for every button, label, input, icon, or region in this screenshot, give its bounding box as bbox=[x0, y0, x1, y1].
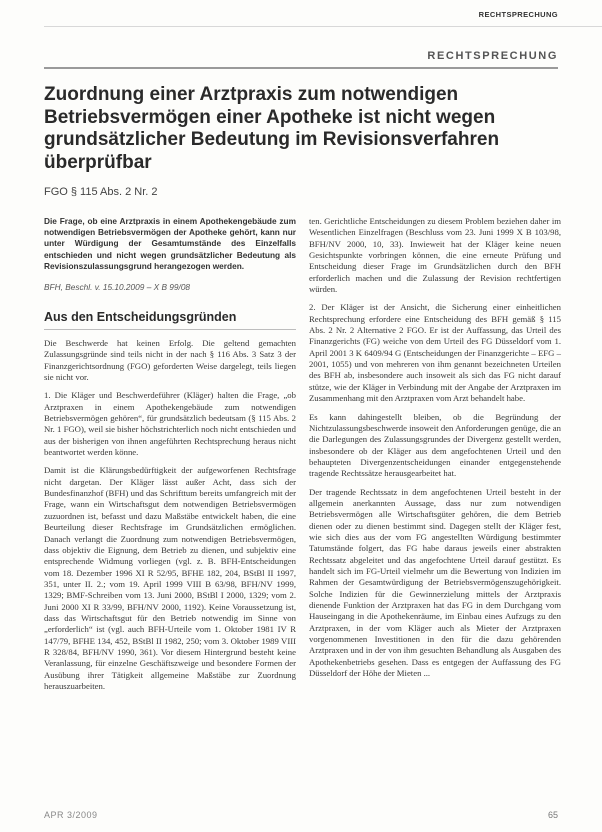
court-reference: BFH, Beschl. v. 15.10.2009 – X B 99/08 bbox=[44, 282, 191, 293]
article-title: Zuordnung einer Arztpraxis zum notwendigen Betriebsvermögen einer Apotheke ist nicht wegen grundsätzlicher Bedeutung im Revisionsverfahren überprüfbar bbox=[44, 84, 500, 173]
header-divider bbox=[44, 26, 602, 27]
section-divider bbox=[44, 67, 558, 69]
body-paragraph: ten. Gerichtliche Entscheidungen zu diesem Problem beziehen daher im Wesentlichen Einzelfragen (Beschluss vom 23. Juni 1999 X B 103/98, BFH/NV 2000, 10, 33). Inwieweit hat der Kläger keine neuen Gesichtspunkte vorbringen können, die eine erneute Prüfung und Entscheidung dieser Frage im Grundsätzlichen durch den BFH erforderlich machen und die Zulassung der Revision rechtfertigen würden. bbox=[309, 216, 561, 295]
body-paragraph: Die Beschwerde hat keinen Erfolg. Die geltend gemachten Zulassungsgründe sind teils nicht in der nach § 116 Abs. 3 Satz 3 der Finanzgerichtsordnung (FGO) geforderten Weise dargelegt, teils liegen sie nicht vor. bbox=[44, 338, 296, 383]
body-paragraph: Es kann dahingestellt bleiben, ob die Begründung der Nichtzulassungsbeschwerde insoweit den Anforderungen genüge, die an die Darlegungen des Zulassungsgrundes der Divergenz gestellt werden, insbesondere ob der Kläger aus dem angefochtenen Urteil und den behaupteten Divergenzentscheidungen einander entgegenstehende tragende Rechtssätze herausgearbeitet hat. bbox=[309, 411, 561, 479]
body-paragraph: 2. Der Kläger ist der Ansicht, die Sicherung einer einheitlichen Rechtsprechung erfordere eine Entscheidung des BFH gemäß § 115 Abs. 2 Nr. 2 Alternative 2 FGO. Er ist der Auffassung, das Urteil des Finanzgerichts (FG) weiche von dem Urteil des FG Düsseldorf vom 1. April 2001 3 K 6409/94 G (Entscheidungen der Finanzgerichte – EFG – 2001, 1055) und von mehreren von ihm genannt bezeichneten Urteilen des BFH ab, insbesondere auch insoweit als sich das FG nicht darauf stütze, wie der Kläger in Verbindung mit der Angabe der Arztpraxen im Zusammenhang mit den Arztpraxen vom Arzt behandelt habe. bbox=[309, 302, 561, 404]
left-column bbox=[44, 216, 296, 699]
body-paragraph: Der tragende Rechtssatz in dem angefochtenen Urteil besteht in der allgemein anerkannten Aussage, dass nur zum notwendigen Betriebsvermögen alle Wirtschaftsgüter gehören, die dem Betrieb dienen oder zu dienen bestimmt sind. Dagegen stellt der Kläger fest, wie sich dies aus der vom FG angestellten Würdigung bestimmter Tatumstände folgert, das FG habe daraus jeweils einer abstrakten Rechtssatz abgeleitet und das angefochtene Urteil darauf gestützt. Es handelt sich im FG-Urteil vielmehr um die Bewertung von Indizien im Rahmen der Gesamtwürdigung der Betriebsvermögenszugehörigkeit. Solche Indizien für die Gewinnerzielung mittels der Arztpraxis dienende Funktion der Arztpraxen hat das FG in dem Durchgang vom Hauseingang in die Apothekenräume, im Einbau eines Aufzugs zu den Arztpraxen, in der vom Kläger auch als Mieter der Arztpraxen vorgenommenen Investitionen in den für die dazu gehörenden Arztpraxen und in der von ihm gesuchten Behandlung als Ausgaben des Apothekenbetriebs gesehen. Dass es entgegen der Auffassung des FG Düsseldorf der Höhe der Mieten ... bbox=[309, 486, 561, 679]
body-paragraph: 1. Die Kläger und Beschwerdeführer (Kläger) halten die Frage, „ob Arztpraxen in einem Apothekengebäude zum notwendigen Betriebsvermögen gehören“, für grundsätzlich bedeutsam (§ 115 Abs. 2 Nr. 1 FGO), weil sie bisher höchstrichterlich noch nicht entschieden und aus der bisherigen von ihnen angeführten Rechtsprechung heraus nicht beantwortet werden könne. bbox=[44, 390, 296, 458]
section-subheading: Aus den Entscheidungsgründen bbox=[44, 310, 296, 330]
running-header-tag: RECHTSPRECHUNG bbox=[478, 10, 558, 19]
lead-summary: Die Frage, ob eine Arztpraxis in einem Apothekengebäude zum notwendigen Betriebsvermögen der Apotheke gehört, kann nur unter Würdigung der Gesamtumstände des Einzelfalls entschieden und nicht wegen grundsätzlicher Bedeutung als Revisionszulassungsgrund herangezogen werden. bbox=[44, 216, 296, 271]
section-label: RECHTSPRECHUNG bbox=[427, 50, 558, 62]
right-column bbox=[309, 216, 561, 686]
body-paragraph: Damit ist die Klärungsbedürftigkeit der aufgeworfenen Rechtsfrage nicht dargetan. Der Kläger lässt außer Acht, dass sich der Bundesfinanzhof (BFH) und das Schrifttum bereits umfangreich mit der Frage, wann ein Wirtschaftsgut dem notwendigen Betriebsvermögen zuzuordnen ist, befasst und dazu Maßstäbe entwickelt haben, die eine Beurteilung dieser Rechtsfrage im Grundsätzlichen ermöglichen. Danach verlangt die Zuordnung zum notwendigen Betriebsvermögen, dass objektiv die Eignung, dem Betrieb zu dienen, und subjektiv eine entsprechende Widmung vorliegen (vgl. z. B. BFH-Entscheidungen vom 18. Dezember 1996 XI R 52/95, BFHE 182, 204, BStBl II 1997, 351, unter II. 2.; vom 19. April 1999 VIII B 63/98, BFH/NV 1999, 1329; BMF-Schreiben vom 13. Juni 2000, BStBl I 2000, 1329; vom 2. Juni 2000 XI R 33/99, BFH/NV 2000, 1192). Keine Voraussetzung ist, dass das Wirtschaftsgut für den Betrieb notwendig im Sinne von „erforderlich“ ist (vgl. auch BFH-Urteile vom 1. Oktober 1981 IV R 147/79, BFHE 134, 452, BStBl II 1982, 250; vom 3. Oktober 1989 VIII R 328/84, BFH/NV 1990, 361). Vor diesem Hintergrund besteht keine Veranlassung, für einzelne Geschäftszweige und besondere Formen der Ausübung ihrer Tätigkeit allgemeine Maßstäbe zur Zuordnung herauszuarbeiten. bbox=[44, 465, 296, 691]
journal-issue: APR 3/2009 bbox=[44, 810, 98, 820]
statute-citation: FGO § 115 Abs. 2 Nr. 2 bbox=[44, 186, 158, 198]
page-number: 65 bbox=[547, 810, 558, 820]
